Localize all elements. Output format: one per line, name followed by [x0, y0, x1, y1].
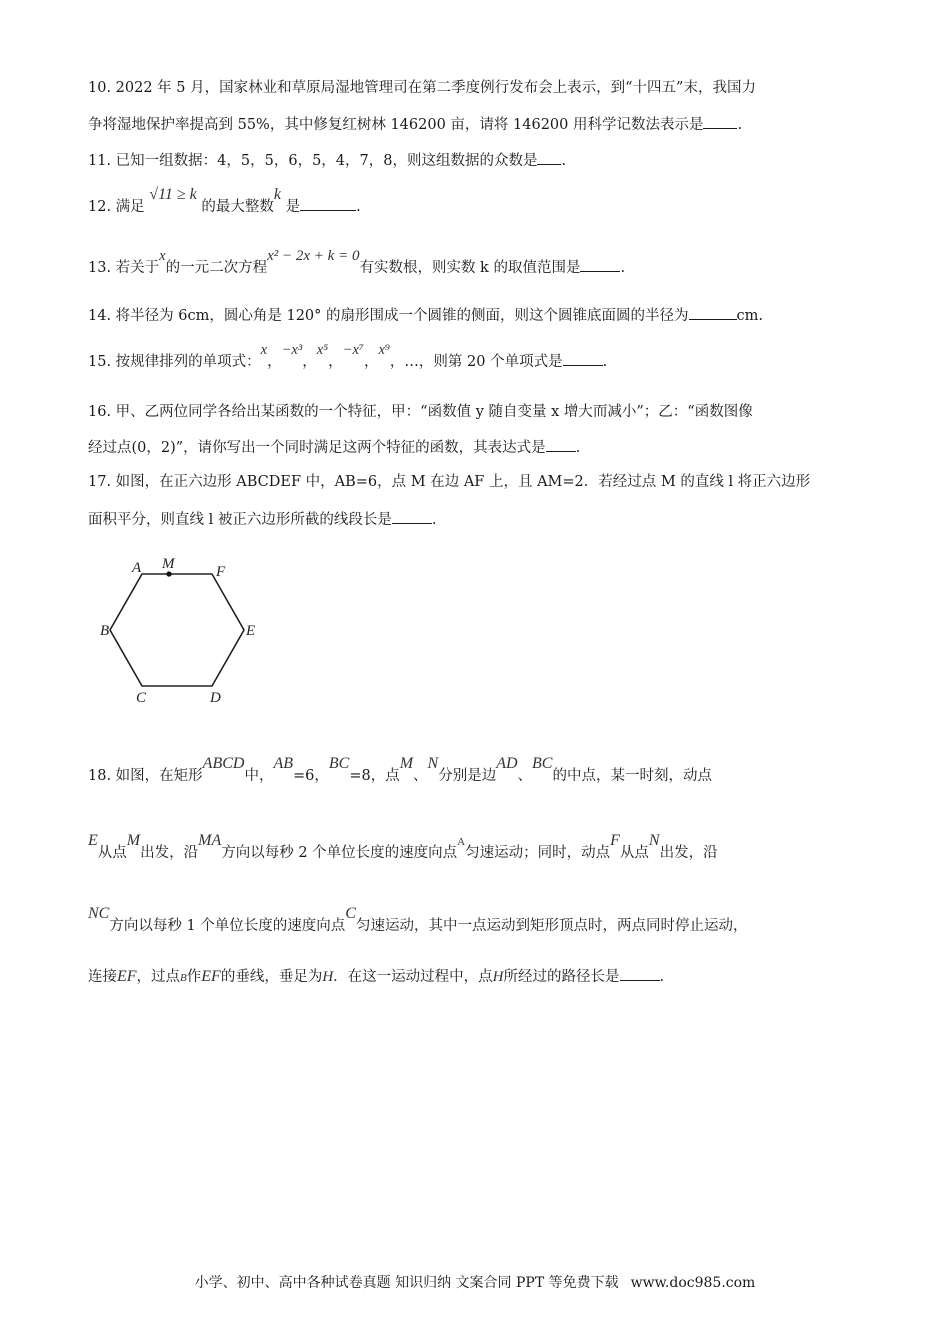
q15-term: x⁵	[316, 342, 329, 358]
q12-mid: 的最大整数	[201, 199, 274, 215]
q15-term: x⁹	[378, 342, 390, 358]
q18-text: 出发，沿	[659, 845, 718, 861]
q18-text: 匀速运动；同时，动点	[465, 845, 611, 861]
q12-suffix: 是	[285, 199, 301, 215]
q18-var: AB	[273, 755, 293, 772]
answer-blank	[392, 509, 432, 524]
q18-text: 的中点，某一时刻，动点	[552, 768, 712, 784]
answer-blank	[703, 114, 737, 129]
q18-var: BC	[532, 755, 553, 772]
q13-var: x	[159, 248, 166, 264]
q18-text: 的垂线，垂足为	[220, 969, 323, 985]
q18-text: 连接	[88, 969, 117, 985]
q13-mid: 的一元二次方程	[165, 260, 268, 276]
footer-text: 小学、初中、高中各种试卷真题 知识归纳 文案合同 PPT 等免费下载	[194, 1275, 619, 1291]
q18-var: F	[610, 832, 620, 849]
q11: 11. 已知一组数据：4，5，5，6，5，4，7，8，则这组数据的众数是 .	[88, 150, 566, 171]
q18-text: 匀速运动，其中一点运动到矩形顶点时，两点同时停止运动，	[355, 918, 748, 934]
q15-term: −x³	[281, 342, 303, 358]
q18-text: 分别是边	[438, 768, 497, 784]
q10-line1: 10. 2022 年 5 月，国家林业和草原局湿地管理司在第二季度例行发布会上表示，到“十四五”末，我国力	[88, 80, 756, 96]
q18-line3	[88, 905, 748, 936]
q18-var: EF	[201, 968, 221, 985]
q18-text: 方向以每秒 2 个单位长度的速度向点	[221, 845, 458, 861]
q12-var: k	[273, 186, 281, 203]
q18-var: NC	[88, 905, 110, 922]
q18-var: EF	[117, 968, 137, 985]
q18-text: 方向以每秒 1 个单位长度的速度向点	[109, 918, 346, 934]
q18-text: ，过点	[136, 969, 181, 985]
answer-blank	[546, 437, 576, 452]
hexagon-figure	[96, 556, 276, 706]
q18-text: 从点	[619, 845, 649, 861]
label-m: M	[162, 556, 175, 572]
footer	[0, 1272, 950, 1292]
label-d: D	[210, 690, 221, 706]
answer-blank	[300, 196, 356, 211]
q13: 13. 若关于x的一元二次方程x² − 2x + k = 0有实数根，则实数 k 的取值范围是 .	[88, 248, 626, 276]
q18-var: E	[88, 832, 98, 849]
q17-line1: 17. 如图，在正六边形 ABCDEF 中，AB=6，点 M 在边 AF 上，且 AM=2．若经过点 M 的直线 l 将正六边形	[88, 474, 811, 490]
q18-text: 作	[186, 969, 202, 985]
q18-text: 、	[517, 768, 533, 784]
q18-var: AD	[496, 755, 518, 772]
q18-text: ．在这一运动过程中，点	[333, 969, 493, 985]
q16-line1: 16. 甲、乙两位同学各给出某函数的一个特征，甲：“函数值 y 随自变量 x 增大而减小”；乙：“函数图像	[88, 404, 753, 420]
q18-text: =8，点	[349, 768, 400, 784]
answer-blank	[563, 351, 603, 366]
q18-var: MA	[198, 832, 222, 849]
q18-text: 出发，沿	[140, 845, 199, 861]
q18-text: 18. 如图，在矩形	[88, 768, 203, 784]
footer-url[interactable]: www.doc985.com	[630, 1275, 756, 1291]
q18-var: N	[427, 755, 439, 772]
q18-var: N	[648, 832, 660, 849]
q15: 15. 按规律排列的单项式：x，−x³，x⁵，−x⁷，x⁹，…，则第 20 个单项式是 .	[88, 342, 608, 370]
q14-text: 14. 将半径为 6cm，圆心角是 120° 的扇形围成一个圆锥的侧面，则这个圆锥底面圆的半径为	[88, 308, 689, 324]
q13-suffix: 有实数根，则实数 k 的取值范围是	[359, 260, 581, 276]
q18-var: H	[492, 969, 504, 985]
q13-prefix: 13. 若关于	[88, 260, 160, 276]
q11-text: 11. 已知一组数据：4，5，5，6，5，4，7，8，则这组数据的众数是	[88, 153, 538, 169]
label-e: E	[246, 623, 256, 639]
q12: 12. 满足 √11 ≥ k 的最大整数k 是 .	[88, 186, 361, 215]
q18-var: A	[457, 836, 466, 848]
q15-suffix: ，…，则第 20 个单项式是	[389, 354, 563, 370]
q17-text: 面积平分，则直线 l 被正六边形所截的线段长是	[88, 512, 392, 528]
q18-line4: 连接EF，过点B作EF的垂线，垂足为H．在这一运动过程中，点H所经过的路径长是 .	[88, 968, 665, 985]
q15-term: x	[260, 342, 268, 358]
q18-var: BC	[328, 755, 350, 772]
q16-text: 经过点(0，2)”，请你写出一个同时满足这两个特征的函数，其表达式是	[88, 440, 546, 456]
q10-text: 争将湿地保护率提高到 55%，其中修复红树林 146200 亩，请将 146200 用科学记数法表示是	[88, 117, 704, 133]
q18-line2	[88, 832, 718, 864]
label-f: F	[216, 564, 226, 580]
q18-text: 、	[413, 768, 428, 784]
q18-var: ABCD	[202, 755, 245, 772]
q18-line1	[88, 755, 712, 786]
q16-line2: 经过点(0，2)”，请你写出一个同时满足这两个特征的函数，其表达式是 .	[88, 437, 580, 458]
answer-blank	[537, 150, 561, 165]
q18-text: 中，	[244, 768, 274, 784]
label-c: C	[136, 690, 147, 706]
q18-var: M	[399, 755, 414, 772]
point-m	[166, 571, 171, 576]
hexagon-shape	[110, 574, 244, 686]
q18-text: 从点	[97, 845, 127, 861]
q18-var: B	[180, 972, 187, 984]
q12-inequality: √11 ≥ k	[149, 186, 197, 203]
q18-var: C	[345, 905, 356, 922]
q12-prefix: 12. 满足	[88, 199, 145, 215]
q15-prefix: 15. 按规律排列的单项式：	[88, 354, 261, 370]
q18-text: 所经过的路径长是	[503, 969, 620, 985]
q10-line2: 争将湿地保护率提高到 55%，其中修复红树林 146200 亩，请将 146200 用科学记数法表示是 .	[88, 114, 742, 135]
q17-line2: 面积平分，则直线 l 被正六边形所截的线段长是 .	[88, 509, 436, 530]
q14-unit: cm.	[736, 308, 763, 324]
answer-blank	[620, 966, 660, 981]
q14	[88, 305, 763, 326]
q18-text: =6，	[293, 768, 329, 784]
q15-term: −x⁷	[342, 342, 364, 358]
q18-var: H	[322, 969, 334, 985]
q13-equation: x² − 2x + k = 0	[267, 248, 360, 264]
q18-var: M	[126, 832, 141, 849]
label-a: A	[132, 560, 142, 576]
answer-blank	[689, 305, 737, 320]
answer-blank	[580, 257, 620, 272]
label-b: B	[100, 623, 110, 639]
